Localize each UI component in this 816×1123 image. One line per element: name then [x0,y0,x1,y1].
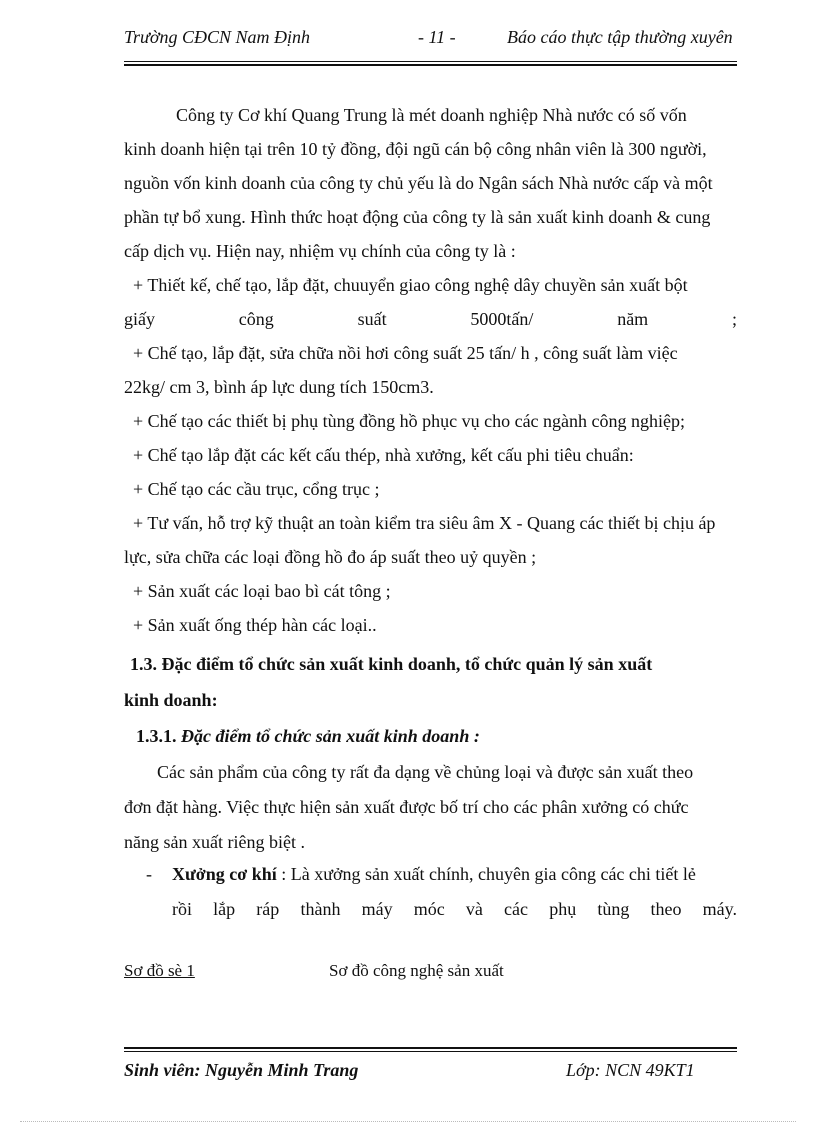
list-item: + Chế tạo lắp đặt các kết cấu thép, nhà xưởng, kết cấu phi tiêu chuẩn: [133,445,634,465]
subsection-heading [136,724,737,748]
subsection-number: 1.3.1. [136,726,177,746]
list-item: + Sản xuất các loại bao bì cát tông ; [133,581,391,601]
paragraph-line: phần tự bổ xung. Hình thức hoạt động của công ty là sản xuất kinh doanh & cung [124,207,711,227]
list-item: + Sản xuất ống thép hàn các loại.. [133,615,377,635]
list-item-continuation: giấy công suất 5000tấn/ năm ; [124,309,737,329]
paragraph-line: kinh doanh hiện tại trên 10 tỷ đồng, đội ngũ cán bộ công nhân viên là 300 người, [124,139,707,159]
bullet-item [172,862,737,886]
bullet-dash: - [146,864,152,884]
page-edge-dotted-line [20,1121,796,1122]
paragraph-line: năng sản xuất riêng biệt . [124,832,305,852]
bullet-item-continuation: rồi lắp ráp thành máy móc và các phụ tùng theo máy. [172,899,737,919]
list-item: + Chế tạo các thiết bị phụ tùng đồng hồ phục vụ cho các ngành công nghiệp; [133,411,686,431]
footer-student: Sinh viên: Nguyễn Minh Trang [124,1060,359,1080]
subsection-title: Đặc điểm tổ chức sản xuất kinh doanh : [181,726,480,746]
paragraph-line: cấp dịch vụ. Hiện nay, nhiệm vụ chính của công ty là : [124,241,516,261]
header-rule-top [124,61,737,62]
footer-class: Lớp: NCN 49KT1 [566,1060,695,1080]
footer-rule-top [124,1047,737,1049]
footer-rule-bottom [124,1051,737,1052]
list-item: + Chế tạo các cầu trục, cổng trục ; [133,479,380,499]
paragraph-line: Các sản phẩm của công ty rất đa dạng về chủng loại và được sản xuất theo [157,762,694,782]
paragraph-line: đơn đặt hàng. Việc thực hiện sản xuất được bố trí cho các phân xưởng có chức [124,797,689,817]
header-rule-bottom [124,64,737,66]
header-page-number: - 11 - [418,27,456,47]
bullet-label: Xưởng cơ khí [172,864,277,884]
list-item: + Tư vấn, hỗ trợ kỹ thuật an toàn kiểm tra siêu âm X - Quang các thiết bị chịu áp [133,513,716,533]
header-school: Trường CĐCN Nam Định [124,27,310,47]
list-item-continuation: lực, sửa chữa các loại đồng hồ đo áp suất theo uỷ quyền ; [124,547,537,567]
list-item: + Chế tạo, lắp đặt, sửa chữa nồi hơi công suất 25 tấn/ h , công suất làm việc [133,343,678,363]
diagram-title: Sơ đồ công nghệ sản xuất [329,961,504,980]
list-item-continuation: 22kg/ cm 3, bình áp lực dung tích 150cm3. [124,377,434,397]
section-heading-continuation: kinh doanh: [124,690,218,710]
paragraph-line: nguồn vốn kinh doanh của công ty chủ yếu là do Ngân sách Nhà nước cấp và một [124,173,713,193]
header-report-title: Báo cáo thực tập thường xuyên [507,27,733,47]
list-item: + Thiết kế, chế tạo, lắp đặt, chuuyển giao công nghệ dây chuyền sản xuất bột [133,275,688,295]
section-heading: 1.3. Đặc điểm tổ chức sản xuất kinh doanh, tổ chức quản lý sản xuất [130,654,653,674]
paragraph-line: Công ty Cơ khí Quang Trung là mét doanh nghiệp Nhà nước có số vốn [176,105,687,125]
diagram-label: Sơ đồ sè 1 [124,961,195,980]
bullet-text: : Là xưởng sản xuất chính, chuyên gia công các chi tiết lẻ [281,864,696,884]
